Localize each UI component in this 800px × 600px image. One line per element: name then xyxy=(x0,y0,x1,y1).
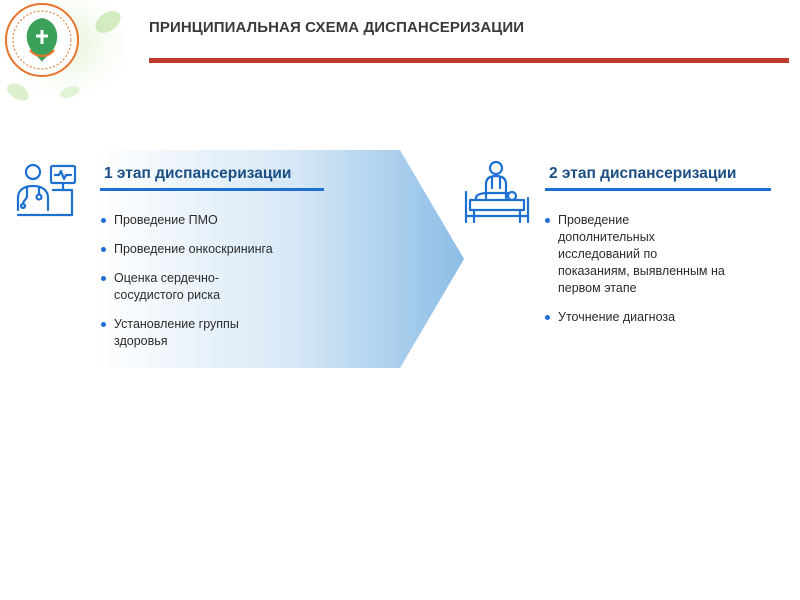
page-title: ПРИНЦИПИАЛЬНАЯ СХЕМА ДИСПАНСЕРИЗАЦИИ xyxy=(149,19,525,36)
stage2-list xyxy=(544,212,744,338)
stage2-title: 2 этап диспансеризации xyxy=(549,165,737,182)
list-item: Установление группы здоровья xyxy=(100,316,264,350)
stage2-underline xyxy=(545,188,771,191)
doctor-with-monitor-icon xyxy=(12,160,78,227)
stage1-underline xyxy=(100,188,324,191)
clinic-emblem-icon xyxy=(0,0,130,110)
list-item: Проведение ПМО xyxy=(100,212,300,229)
stage1-title: 1 этап диспансеризации xyxy=(104,165,292,182)
stage1-list xyxy=(100,212,300,362)
title-divider xyxy=(149,58,789,63)
list-item: Уточнение диагноза xyxy=(544,309,744,326)
list-item: Проведение дополнительных исследований по показаниям, выявленным на первом этапе xyxy=(544,212,728,297)
logo xyxy=(0,0,130,110)
list-item: Оценка сердечно-сосудистого риска xyxy=(100,270,274,304)
patient-examination-icon xyxy=(462,158,532,231)
list-item: Проведение онкоскрининга xyxy=(100,241,300,258)
